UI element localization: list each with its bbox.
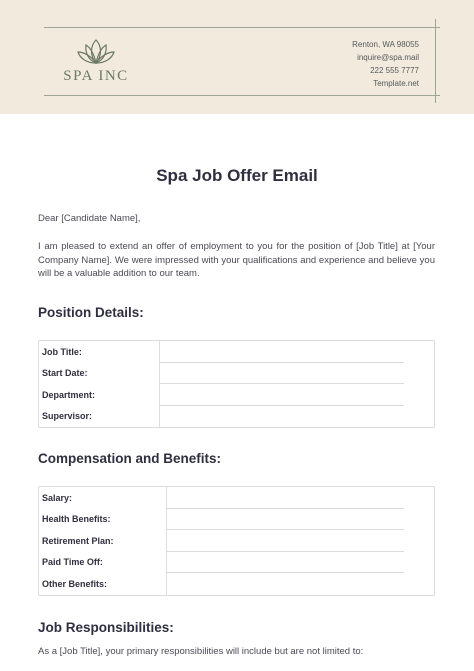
compensation-table <box>38 486 435 596</box>
row-label: Department: <box>39 384 160 406</box>
contact-email: inquire@spa.mail <box>357 53 419 62</box>
company-logo <box>56 36 136 85</box>
company-name: SPA INC <box>63 68 129 84</box>
contact-address: Renton, WA 98055 <box>352 40 419 49</box>
department-value <box>160 384 434 406</box>
letterhead <box>0 0 474 114</box>
retirement-plan-value <box>167 530 434 552</box>
row-label: Job Title: <box>39 341 160 363</box>
intro-paragraph: I am pleased to extend an offer of employment to you for the position of [Job Title] at [Your Company Name]. We were impressed with your qualifications and experience and believe you will be a valuable addition to our team. <box>38 241 435 279</box>
responsibilities-intro: As a [Job Title], your primary responsibilities will include but are not limited to: <box>38 646 364 657</box>
greeting: Dear [Candidate Name], <box>38 213 141 224</box>
table-row <box>39 406 434 428</box>
job-title-value <box>160 341 434 363</box>
table-row <box>39 573 434 595</box>
contact-phone: 222 555 7777 <box>370 66 419 75</box>
paid-time-off-value <box>167 552 434 574</box>
frame-right-line <box>435 19 436 103</box>
lotus-icon <box>76 36 116 66</box>
table-row <box>39 487 434 509</box>
row-label: Salary: <box>39 487 167 509</box>
table-row <box>39 509 434 531</box>
salary-value <box>167 487 434 509</box>
row-label: Retirement Plan: <box>39 530 167 552</box>
other-benefits-value <box>167 573 434 595</box>
position-details-heading: Position Details: <box>38 305 144 320</box>
position-details-table <box>38 340 435 428</box>
start-date-value <box>160 363 434 385</box>
table-row <box>39 341 434 363</box>
frame-bottom-line <box>44 95 440 96</box>
document-title: Spa Job Offer Email <box>156 166 318 185</box>
health-benefits-value <box>167 509 434 531</box>
table-row <box>39 530 434 552</box>
row-label: Paid Time Off: <box>39 552 167 574</box>
supervisor-value <box>160 406 434 428</box>
contact-block <box>352 38 419 90</box>
row-label: Health Benefits: <box>39 509 167 531</box>
frame-top-line <box>44 27 440 28</box>
row-label: Other Benefits: <box>39 573 167 595</box>
table-row <box>39 552 434 574</box>
responsibilities-heading: Job Responsibilities: <box>38 620 174 635</box>
row-label: Supervisor: <box>39 406 160 428</box>
row-label: Start Date: <box>39 363 160 385</box>
table-row <box>39 363 434 385</box>
contact-website: Template.net <box>373 79 419 88</box>
table-row <box>39 384 434 406</box>
compensation-heading: Compensation and Benefits: <box>38 451 222 466</box>
